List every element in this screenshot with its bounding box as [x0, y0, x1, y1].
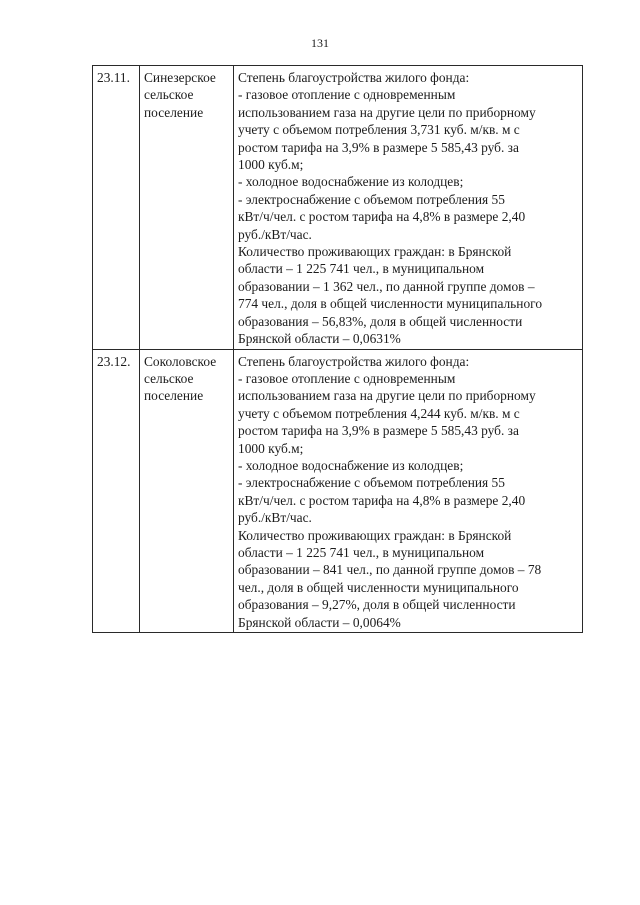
description-cell	[234, 349, 583, 633]
description-line: чел., доля в общей численности муниципального	[238, 579, 519, 595]
description-line: учету с объемом потребления 4,244 куб. м/кв. м с	[238, 405, 520, 421]
description-line: - электроснабжение с объемом потребления 55	[238, 191, 505, 207]
page-number: 131	[311, 36, 329, 50]
description-line: Степень благоустройства жилого фонда:	[238, 353, 470, 369]
description-line: Количество проживающих граждан: в Брянской	[238, 527, 512, 543]
description-line: Количество проживающих граждан: в Брянской	[238, 244, 512, 260]
settlement-name-cell	[140, 66, 234, 350]
description-line: использованием газа на другие цели по приборному	[238, 388, 536, 404]
description-line: 1000 куб.м;	[238, 440, 304, 456]
description-line: 1000 куб.м;	[238, 157, 304, 173]
settlements-table	[92, 65, 583, 633]
settlement-name-line: сельское	[144, 87, 194, 103]
description-line: Брянской области – 0,0064%	[238, 614, 401, 630]
settlement-name-line: Соколовское	[144, 353, 217, 369]
description-cell	[234, 66, 583, 350]
description-line: области – 1 225 741 чел., в муниципальном	[238, 261, 485, 277]
description-line: образования – 56,83%, доля в общей численности	[238, 313, 523, 329]
description-line: ростом тарифа на 3,9% в размере 5 585,43 руб. за	[238, 423, 519, 439]
description-line: 774 чел., доля в общей численности муниципального	[238, 296, 543, 312]
settlement-name-line: сельское	[144, 370, 194, 386]
description-line: руб./кВт/час.	[238, 226, 312, 242]
description-line: использованием газа на другие цели по приборному	[238, 104, 536, 120]
description-line: учету с объемом потребления 3,731 куб. м/кв. м с	[238, 122, 520, 138]
description-line: образовании – 841 чел., по данной группе домов – 78	[238, 562, 542, 578]
row-number: 23.12.	[97, 353, 131, 369]
description-line: - холодное водоснабжение из колодцев;	[238, 457, 464, 473]
description-line: образования – 9,27%, доля в общей численности	[238, 597, 516, 613]
description-line: Брянской области – 0,0631%	[238, 331, 401, 347]
description-line: кВт/ч/чел. с ростом тарифа на 4,8% в размере 2,40	[238, 492, 526, 508]
description-line: области – 1 225 741 чел., в муниципальном	[238, 544, 485, 560]
table-row	[93, 349, 583, 633]
description-line: - электроснабжение с объемом потребления 55	[238, 475, 505, 491]
settlement-name-line: Синезерское	[144, 70, 216, 85]
settlement-name-line: поселение	[144, 104, 204, 120]
description-line: ростом тарифа на 3,9% в размере 5 585,43 руб. за	[238, 139, 519, 155]
table-row	[93, 66, 583, 350]
description-line: Степень благоустройства жилого фонда:	[238, 70, 470, 85]
settlement-name-cell	[140, 349, 234, 633]
row-number-cell	[93, 349, 140, 633]
description-line: - газовое отопление с одновременным	[238, 87, 456, 103]
description-line: - холодное водоснабжение из колодцев;	[238, 174, 464, 190]
row-number-cell	[93, 66, 140, 350]
settlement-name-line: поселение	[144, 388, 204, 404]
description-line: кВт/ч/чел. с ростом тарифа на 4,8% в размере 2,40	[238, 209, 526, 225]
description-line: образовании – 1 362 чел., по данной группе домов –	[238, 278, 535, 294]
row-number: 23.11.	[97, 70, 130, 85]
description-line: - газовое отопление с одновременным	[238, 370, 456, 386]
description-line: руб./кВт/час.	[238, 510, 312, 526]
